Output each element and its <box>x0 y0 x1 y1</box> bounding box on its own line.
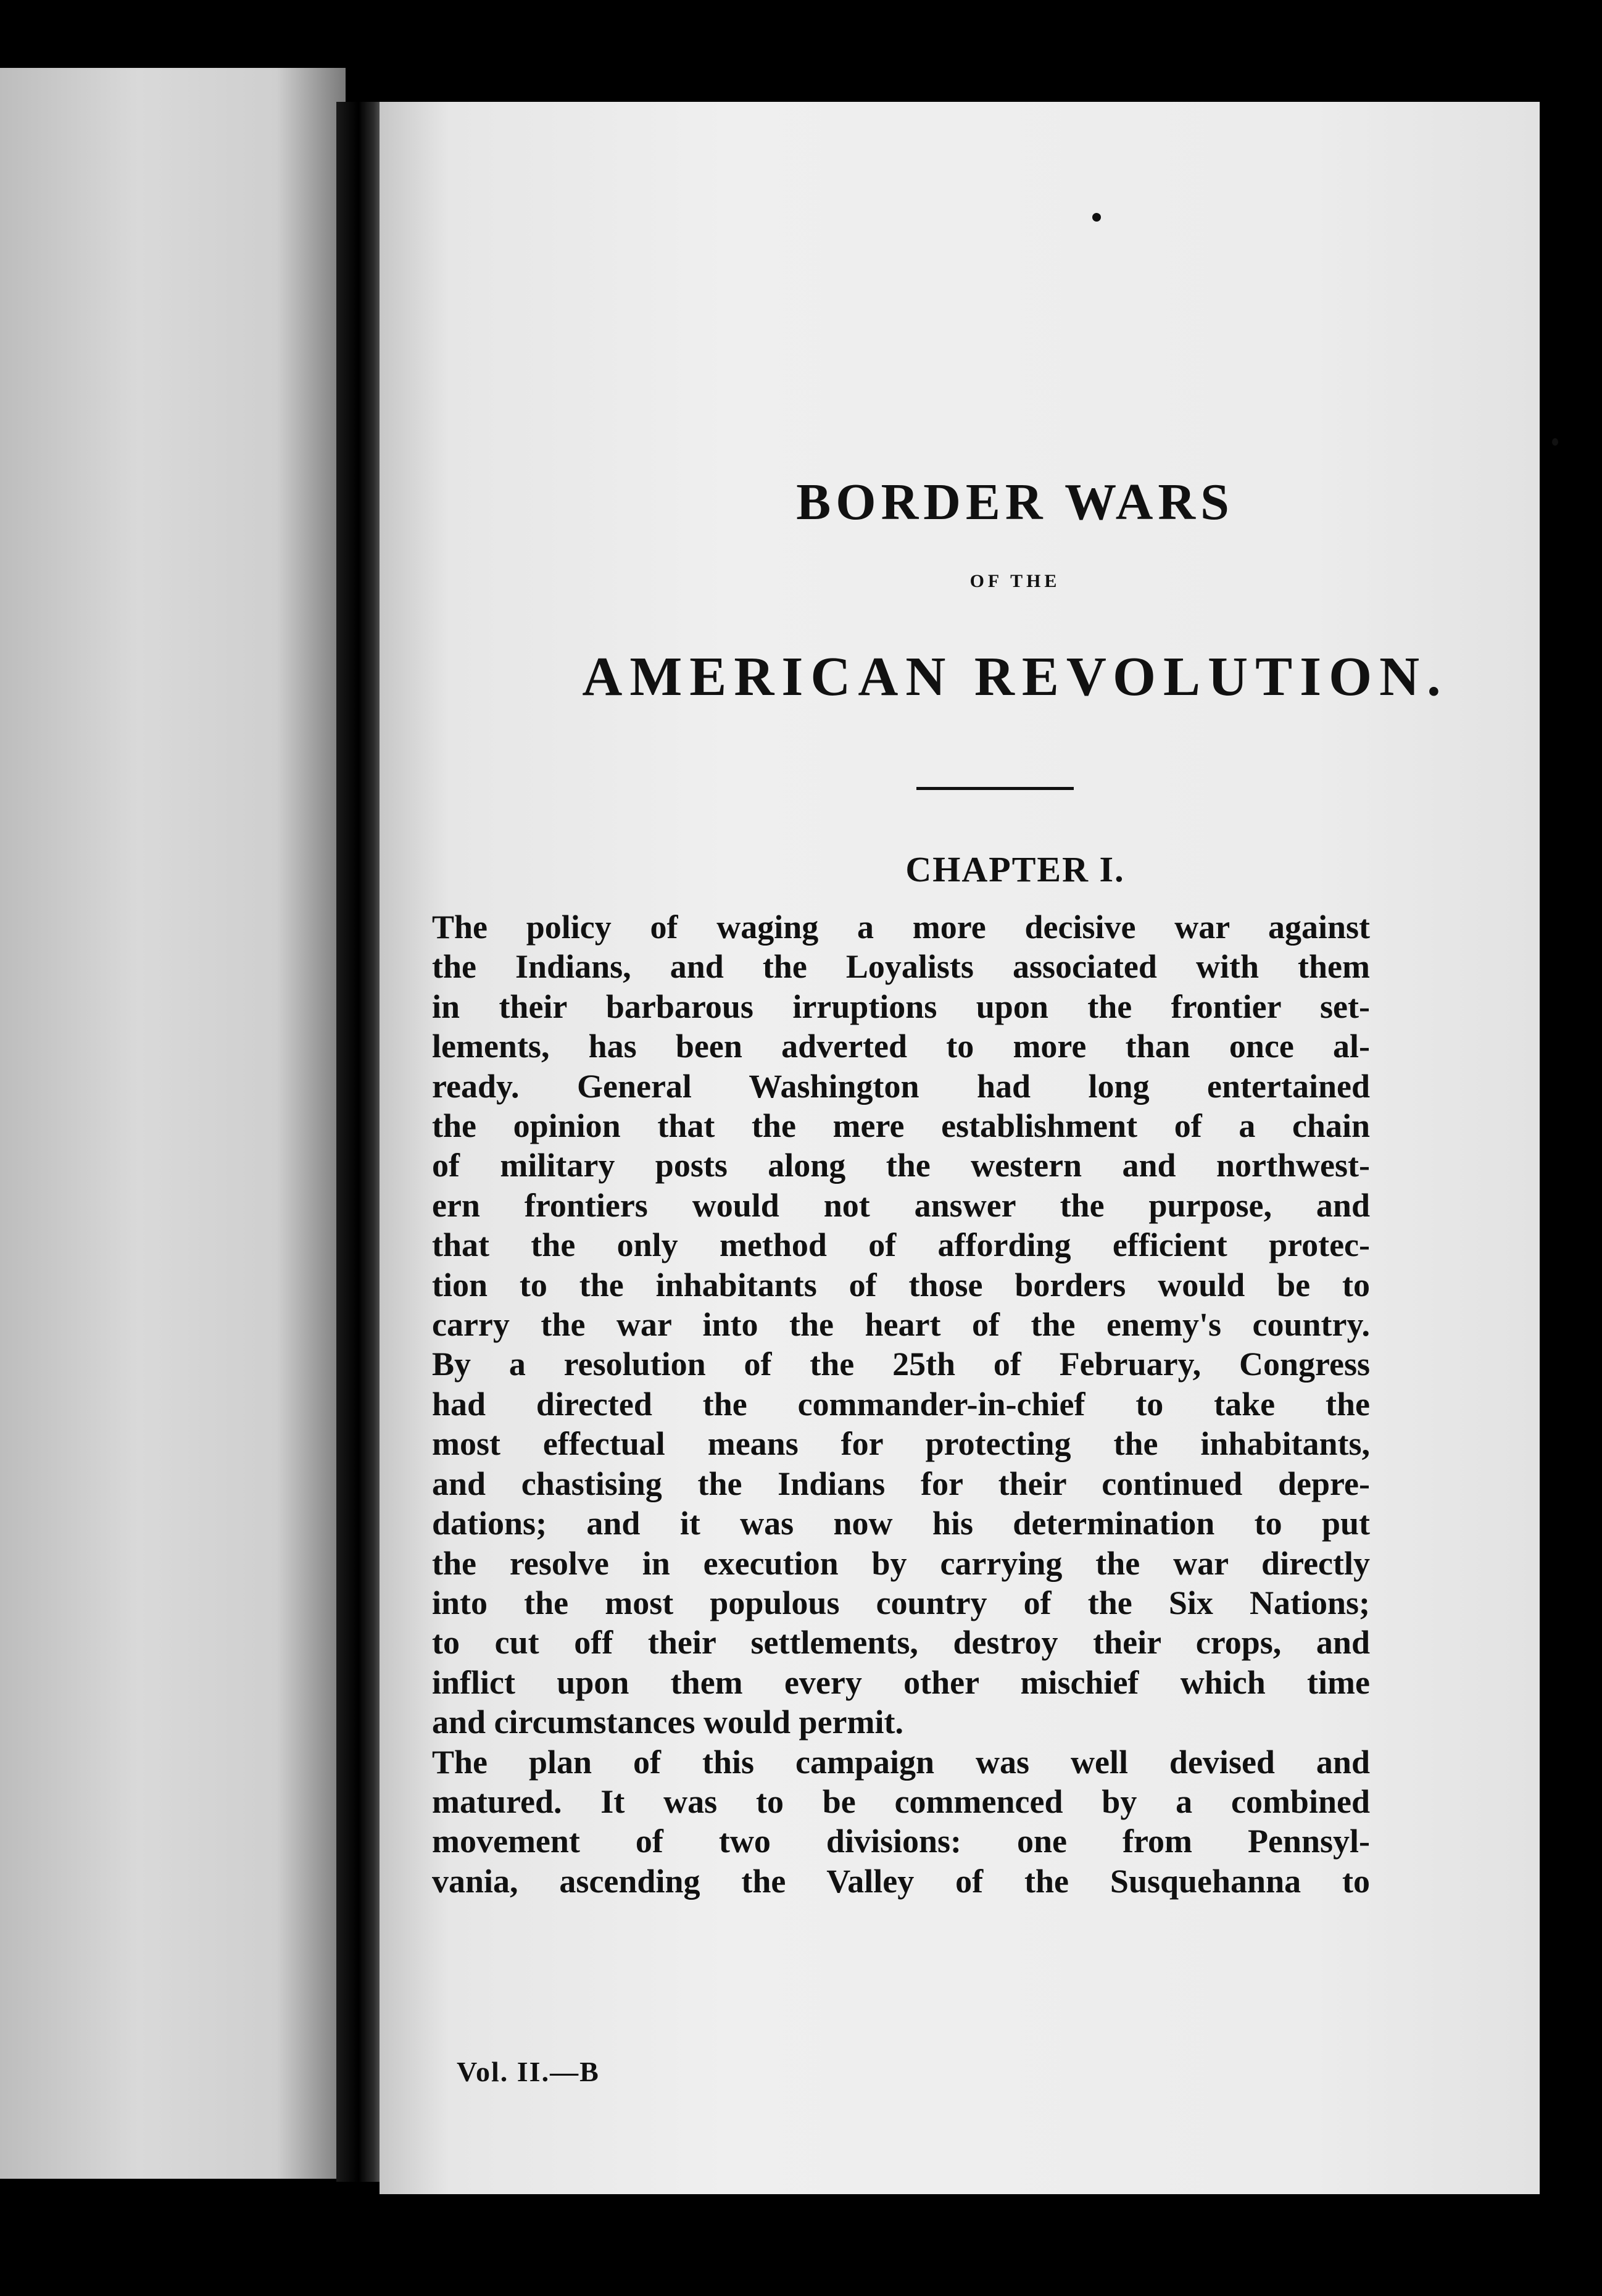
text-line: that the only method of affording efficient protec- <box>432 1226 1370 1264</box>
text-line: and chastising the Indians for their continued depre- <box>432 1465 1370 1502</box>
text-line: had directed the commander-in-chief to take the <box>432 1385 1370 1423</box>
text-line: tion to the inhabitants of those borders would be to <box>432 1266 1370 1304</box>
text-line: of military posts along the western and northwest- <box>432 1147 1370 1184</box>
chapter-heading: CHAPTER I. <box>905 849 1125 889</box>
text-line: vania, ascending the Valley of the Susquehanna to <box>432 1862 1370 1900</box>
ink-speck <box>1552 438 1558 446</box>
book-gutter <box>336 102 386 2182</box>
text-line: into the most populous country of the Six Nations; <box>432 1584 1370 1621</box>
text-line: dations; and it was now his determination to put <box>432 1505 1370 1542</box>
text-line: to cut off their settlements, destroy their crops, and <box>432 1624 1370 1662</box>
text-line: By a resolution of the 25th of February, Congress <box>432 1346 1370 1383</box>
text-line: the Indians, and the Loyalists associated with them <box>432 948 1370 986</box>
facing-page <box>0 68 346 2179</box>
text-line: ern frontiers would not answer the purpose, and <box>432 1186 1370 1224</box>
text-line: and circumstances would permit. <box>432 1703 903 1741</box>
ink-speck <box>1092 213 1101 222</box>
book-page <box>380 102 1540 2194</box>
signature-mark: Vol. II.—B <box>457 2056 600 2087</box>
text-line: in their barbarous irruptions upon the frontier set- <box>432 988 1370 1025</box>
facing-page-bleed-text <box>25 389 284 759</box>
title-rule <box>916 787 1074 790</box>
text-line: lements, has been adverted to more than once al- <box>432 1028 1370 1065</box>
chapter-body <box>432 907 1370 1901</box>
title-of-the: OF THE <box>969 571 1061 591</box>
title-american-revolution: AMERICAN REVOLUTION. <box>582 646 1448 707</box>
text-line: movement of two divisions: one from Pennsyl- <box>432 1823 1370 1860</box>
text-line: ready. General Washington had long entertained <box>432 1067 1370 1105</box>
text-line: The plan of this campaign was well devised and <box>432 1743 1370 1781</box>
text-line: inflict upon them every other mischief which time <box>432 1663 1370 1701</box>
text-line: the resolve in execution by carrying the war directly <box>432 1544 1370 1582</box>
text-line: matured. It was to be commenced by a combined <box>432 1782 1370 1820</box>
text-line: carry the war into the heart of the enemy's country. <box>432 1306 1370 1344</box>
title-border-wars: BORDER WARS <box>796 473 1234 531</box>
text-line: the opinion that the mere establishment of a chain <box>432 1107 1370 1145</box>
text-line: most effectual means for protecting the inhabitants, <box>432 1425 1370 1463</box>
text-line: The policy of waging a more decisive war against <box>432 909 1370 946</box>
